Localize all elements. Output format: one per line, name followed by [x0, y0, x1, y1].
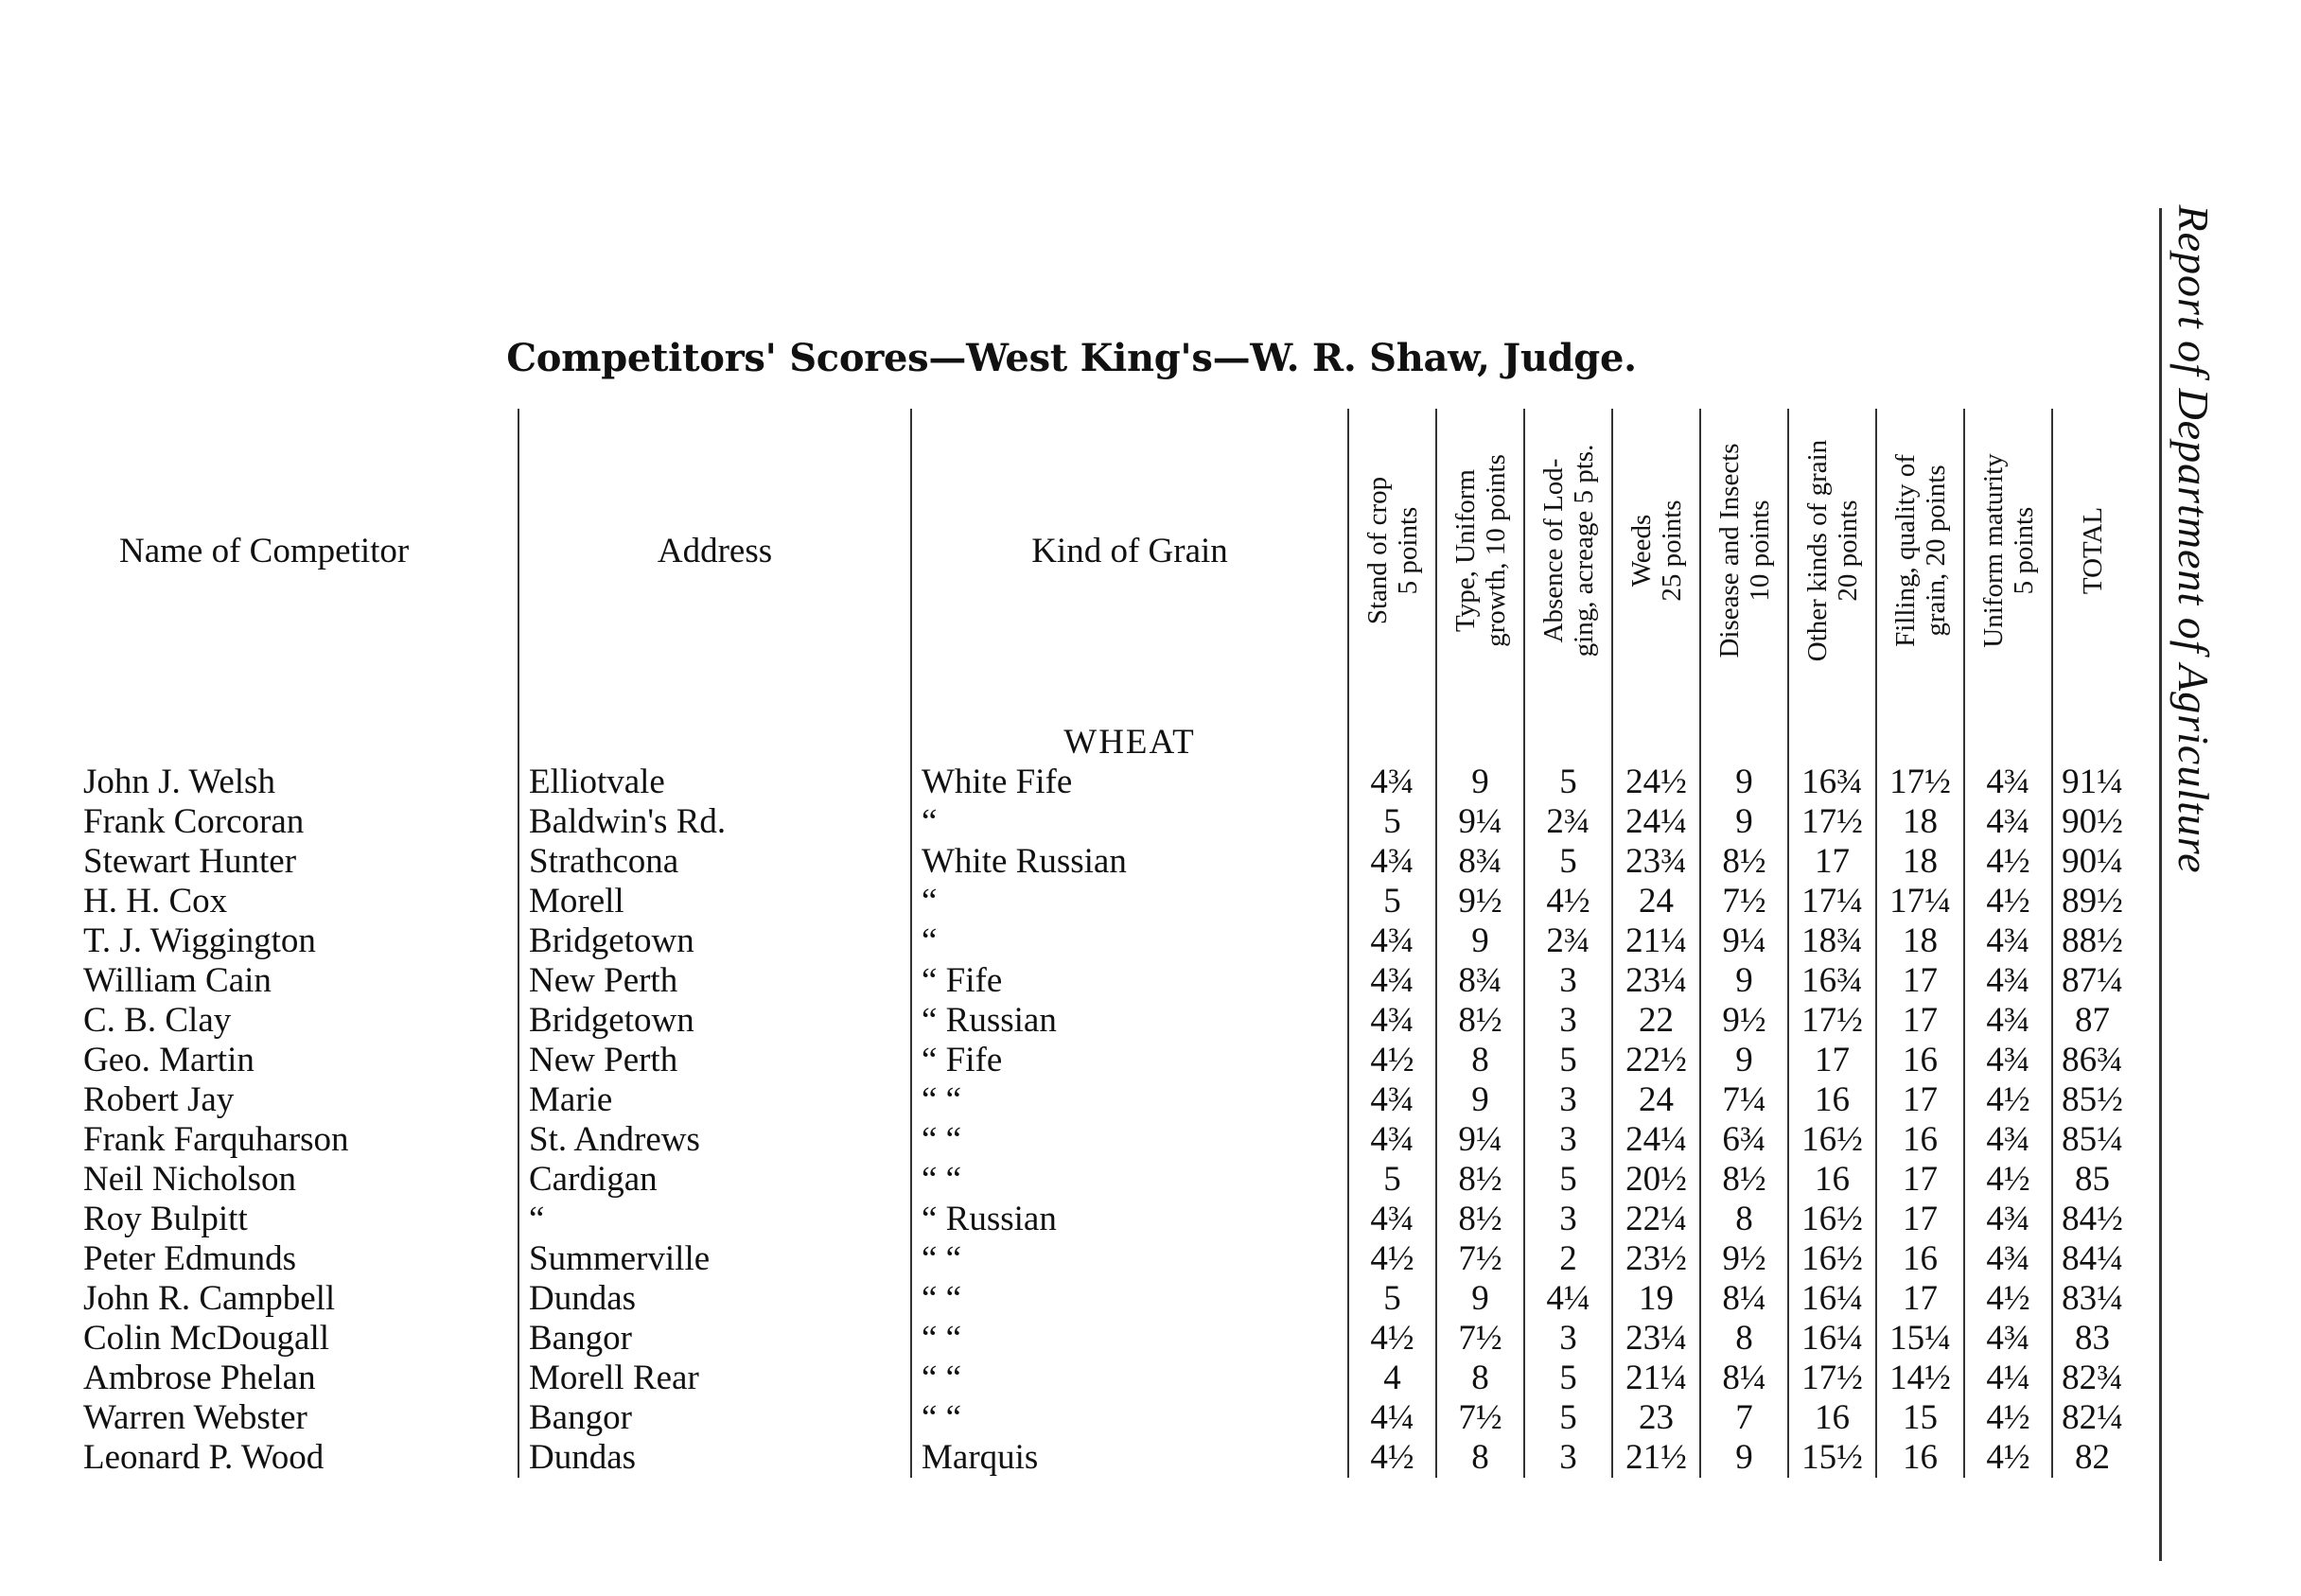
score-cell: 9	[1700, 961, 1788, 1001]
score-cell: 24	[1612, 882, 1700, 921]
score-cell: 4½	[1348, 1319, 1436, 1359]
score-total: 90¼	[2052, 842, 2132, 882]
competitor-address: Strathcona	[518, 842, 911, 882]
score-cell: 17½	[1788, 1001, 1876, 1041]
score-cell: 2	[1524, 1239, 1612, 1279]
grain-kind: “ Russian	[911, 1200, 1348, 1239]
competitor-name: C. B. Clay	[83, 1001, 232, 1040]
competitor-address: Marie	[518, 1080, 911, 1120]
score-cell: 7¼	[1700, 1080, 1788, 1120]
grain-kind: Marquis	[911, 1438, 1348, 1478]
score-cell: 9¼	[1436, 802, 1524, 842]
column-header-absence-of-lodging: Absence of Lod- ging, acreage 5 pts.	[1524, 409, 1612, 693]
score-cell: 24¼	[1612, 1120, 1700, 1160]
score-cell: 3	[1524, 1001, 1612, 1041]
competitor-name: John R. Campbell	[83, 1279, 336, 1318]
competitor-name: Ambrose Phelan	[83, 1359, 316, 1397]
score-cell: 4¾	[1964, 802, 2052, 842]
score-cell: 8¼	[1700, 1279, 1788, 1319]
grain-kind: “ Fife	[911, 1041, 1348, 1080]
score-cell: 15¼	[1876, 1319, 1964, 1359]
table-row	[83, 1319, 2132, 1359]
score-cell: 5	[1524, 1041, 1612, 1080]
table-row	[83, 1359, 2132, 1398]
score-cell: 4½	[1524, 882, 1612, 921]
score-cell: 17½	[1788, 1359, 1876, 1398]
competitor-name: Robert Jay	[83, 1080, 235, 1119]
table-row	[83, 921, 2132, 961]
score-cell: 16½	[1788, 1239, 1876, 1279]
score-cell: 16¾	[1788, 961, 1876, 1001]
score-cell: 9	[1436, 1080, 1524, 1120]
competitor-name: T. J. Wiggington	[83, 921, 316, 960]
score-cell: 18	[1876, 802, 1964, 842]
table-row	[83, 1279, 2132, 1319]
score-cell: 4¼	[1964, 1359, 2052, 1398]
column-header-uniform-maturity: Uniform maturity 5 points	[1964, 409, 2052, 693]
score-cell: 4½	[1348, 1041, 1436, 1080]
score-cell: 24¼	[1612, 802, 1700, 842]
score-total: 84½	[2052, 1200, 2132, 1239]
grain-kind: “ “	[911, 1160, 1348, 1200]
score-cell: 7½	[1700, 882, 1788, 921]
score-cell: 8	[1436, 1438, 1524, 1478]
score-cell: 16¼	[1788, 1319, 1876, 1359]
score-cell: 4¾	[1348, 1120, 1436, 1160]
score-cell: 8½	[1700, 1160, 1788, 1200]
competitor-address: Dundas	[518, 1438, 911, 1478]
score-cell: 17¼	[1788, 882, 1876, 921]
score-cell: 4¾	[1964, 961, 2052, 1001]
competitor-address: St. Andrews	[518, 1120, 911, 1160]
grain-kind: “	[911, 921, 1348, 961]
score-cell: 17	[1876, 1001, 1964, 1041]
score-cell: 17	[1788, 842, 1876, 882]
score-total: 88½	[2052, 921, 2132, 961]
table-row	[83, 1398, 2132, 1438]
score-cell: 8	[1700, 1319, 1788, 1359]
score-total: 82¼	[2052, 1398, 2132, 1438]
table-row	[83, 1239, 2132, 1279]
score-cell: 9	[1700, 1041, 1788, 1080]
score-total: 87	[2052, 1001, 2132, 1041]
score-cell: 17	[1876, 1200, 1964, 1239]
score-cell: 4¼	[1524, 1279, 1612, 1319]
competitor-address: New Perth	[518, 961, 911, 1001]
score-cell: 4½	[1348, 1438, 1436, 1478]
table-row	[83, 1438, 2132, 1478]
score-cell: 16	[1876, 1120, 1964, 1160]
grain-kind: “	[911, 882, 1348, 921]
score-cell: 5	[1348, 1279, 1436, 1319]
score-cell: 8¾	[1436, 961, 1524, 1001]
competitor-name: Roy Bulpitt	[83, 1200, 248, 1238]
score-cell: 9	[1700, 1438, 1788, 1478]
score-cell: 16½	[1788, 1120, 1876, 1160]
score-cell: 21¼	[1612, 921, 1700, 961]
competitor-address: New Perth	[518, 1041, 911, 1080]
section-row	[83, 710, 2132, 763]
score-cell: 2¾	[1524, 921, 1612, 961]
score-cell: 16	[1788, 1160, 1876, 1200]
score-cell: 4¾	[1348, 961, 1436, 1001]
score-cell: 3	[1524, 1080, 1612, 1120]
competitor-address: Summerville	[518, 1239, 911, 1279]
grain-kind: “ “	[911, 1319, 1348, 1359]
score-cell: 19	[1612, 1279, 1700, 1319]
table-row	[83, 961, 2132, 1001]
grain-kind: White Russian	[911, 842, 1348, 882]
margin-rule	[2159, 208, 2162, 1561]
score-cell: 17	[1788, 1041, 1876, 1080]
score-cell: 18	[1876, 921, 1964, 961]
score-cell: 9¼	[1700, 921, 1788, 961]
score-total: 82¾	[2052, 1359, 2132, 1398]
score-total: 83¼	[2052, 1279, 2132, 1319]
score-cell: 4¾	[1348, 921, 1436, 961]
section-label-wheat: WHEAT	[911, 710, 1348, 763]
competitor-address: Baldwin's Rd.	[518, 802, 911, 842]
column-header-total: TOTAL	[2052, 409, 2132, 693]
competitor-address: Cardigan	[518, 1160, 911, 1200]
table-row	[83, 842, 2132, 882]
score-cell: 5	[1524, 842, 1612, 882]
column-header-weeds: Weeds 25 points	[1612, 409, 1700, 693]
score-cell: 4½	[1964, 1279, 2052, 1319]
score-cell: 9	[1436, 1279, 1524, 1319]
competitor-address: Morell	[518, 882, 911, 921]
score-cell: 4½	[1964, 1438, 2052, 1478]
score-cell: 8	[1436, 1359, 1524, 1398]
score-cell: 23¾	[1612, 842, 1700, 882]
score-cell: 5	[1348, 1160, 1436, 1200]
score-cell: 15	[1876, 1398, 1964, 1438]
grain-kind: “ “	[911, 1239, 1348, 1279]
competitor-name: Peter Edmunds	[83, 1239, 297, 1278]
score-cell: 3	[1524, 1319, 1612, 1359]
score-cell: 8¼	[1700, 1359, 1788, 1398]
score-cell: 4¾	[1964, 763, 2052, 802]
score-cell: 8½	[1436, 1200, 1524, 1239]
column-header-stand-of-crop: Stand of crop 5 points	[1348, 409, 1436, 693]
grain-kind: “ “	[911, 1279, 1348, 1319]
competitor-address: Bridgetown	[518, 921, 911, 961]
score-cell: 9½	[1700, 1001, 1788, 1041]
table-row	[83, 1041, 2132, 1080]
competitor-name: H. H. Cox	[83, 882, 228, 921]
score-cell: 16	[1876, 1239, 1964, 1279]
score-cell: 4½	[1964, 1160, 2052, 1200]
score-cell: 2¾	[1524, 802, 1612, 842]
score-cell: 17	[1876, 1279, 1964, 1319]
score-cell: 4¾	[1964, 1041, 2052, 1080]
competitor-address: Dundas	[518, 1279, 911, 1319]
score-cell: 3	[1524, 1200, 1612, 1239]
score-cell: 5	[1348, 802, 1436, 842]
competitor-name: Leonard P. Wood	[83, 1438, 325, 1477]
score-cell: 16	[1788, 1080, 1876, 1120]
score-cell: 9	[1436, 921, 1524, 961]
score-cell: 4¾	[1964, 921, 2052, 961]
score-cell: 21¼	[1612, 1359, 1700, 1398]
table-row	[83, 763, 2132, 802]
competitor-address: “	[518, 1200, 911, 1239]
score-cell: 16	[1788, 1398, 1876, 1438]
competitor-address: Bridgetown	[518, 1001, 911, 1041]
score-cell: 16¼	[1788, 1279, 1876, 1319]
table-row	[83, 882, 2132, 921]
competitor-name: Colin McDougall	[83, 1319, 330, 1358]
score-total: 87¼	[2052, 961, 2132, 1001]
grain-kind: “ Russian	[911, 1001, 1348, 1041]
score-cell: 23½	[1612, 1239, 1700, 1279]
score-cell: 17	[1876, 961, 1964, 1001]
column-header-type-uniform-growth: Type, Uniform growth, 10 points	[1436, 409, 1524, 693]
score-cell: 17	[1876, 1080, 1964, 1120]
score-cell: 8½	[1436, 1160, 1524, 1200]
score-cell: 8	[1700, 1200, 1788, 1239]
score-total: 91¼	[2052, 763, 2132, 802]
grain-kind: “ “	[911, 1398, 1348, 1438]
score-total: 83	[2052, 1319, 2132, 1359]
grain-kind: “ “	[911, 1359, 1348, 1398]
competitor-address: Morell Rear	[518, 1359, 911, 1398]
score-cell: 24	[1612, 1080, 1700, 1120]
table-row	[83, 802, 2132, 842]
score-cell: 21½	[1612, 1438, 1700, 1478]
score-cell: 4¾	[1348, 1200, 1436, 1239]
table-row	[83, 1200, 2132, 1239]
score-total: 90½	[2052, 802, 2132, 842]
score-cell: 9½	[1436, 882, 1524, 921]
score-cell: 4¾	[1964, 1239, 2052, 1279]
score-cell: 9½	[1700, 1239, 1788, 1279]
table-row	[83, 1160, 2132, 1200]
score-cell: 24½	[1612, 763, 1700, 802]
score-cell: 14½	[1876, 1359, 1964, 1398]
table-row	[83, 1120, 2132, 1160]
score-cell: 20½	[1612, 1160, 1700, 1200]
score-cell: 18	[1876, 842, 1964, 882]
score-cell: 4¾	[1348, 1001, 1436, 1041]
competitor-name: John J. Welsh	[83, 763, 275, 801]
grain-kind: “ “	[911, 1080, 1348, 1120]
score-cell: 4¾	[1964, 1120, 2052, 1160]
score-cell: 22½	[1612, 1041, 1700, 1080]
grain-kind: “	[911, 802, 1348, 842]
score-cell: 3	[1524, 961, 1612, 1001]
column-header-name: Name of Competitor	[119, 531, 410, 570]
score-cell: 5	[1524, 1359, 1612, 1398]
score-cell: 22¼	[1612, 1200, 1700, 1239]
score-cell: 9¼	[1436, 1120, 1524, 1160]
column-header-address: Address	[518, 409, 911, 693]
score-cell: 16	[1876, 1041, 1964, 1080]
score-cell: 4½	[1964, 1080, 2052, 1120]
competitor-name: Frank Corcoran	[83, 802, 305, 841]
score-cell: 4¾	[1348, 1080, 1436, 1120]
score-cell: 5	[1524, 1160, 1612, 1200]
score-cell: 9	[1700, 763, 1788, 802]
competitor-name: Warren Webster	[83, 1398, 307, 1437]
table-header	[83, 409, 2132, 693]
score-total: 85¼	[2052, 1120, 2132, 1160]
score-cell: 23¼	[1612, 1319, 1700, 1359]
score-cell: 5	[1348, 882, 1436, 921]
score-cell: 4½	[1964, 842, 2052, 882]
score-total: 89½	[2052, 882, 2132, 921]
score-cell: 4½	[1964, 882, 2052, 921]
score-cell: 7½	[1436, 1319, 1524, 1359]
score-cell: 5	[1524, 763, 1612, 802]
score-total: 82	[2052, 1438, 2132, 1478]
competitor-address: Bangor	[518, 1319, 911, 1359]
competitor-name: Geo. Martin	[83, 1041, 255, 1079]
competitor-name: Frank Farquharson	[83, 1120, 349, 1159]
score-cell: 17½	[1788, 802, 1876, 842]
score-cell: 4¾	[1348, 763, 1436, 802]
score-cell: 16½	[1788, 1200, 1876, 1239]
score-cell: 17	[1876, 1160, 1964, 1200]
score-cell: 17¼	[1876, 882, 1964, 921]
score-cell: 16	[1876, 1438, 1964, 1478]
score-cell: 4¼	[1348, 1398, 1436, 1438]
score-cell: 15½	[1788, 1438, 1876, 1478]
competitors-scores-table	[83, 409, 2132, 1478]
competitor-name: Neil Nicholson	[83, 1160, 297, 1199]
column-header-grain: Kind of Grain	[911, 409, 1348, 693]
score-total: 86¾	[2052, 1041, 2132, 1080]
score-cell: 22	[1612, 1001, 1700, 1041]
score-cell: 8½	[1436, 1001, 1524, 1041]
score-total: 85½	[2052, 1080, 2132, 1120]
score-cell: 9	[1700, 802, 1788, 842]
score-cell: 7½	[1436, 1398, 1524, 1438]
grain-kind: “ Fife	[911, 961, 1348, 1001]
table-row	[83, 1001, 2132, 1041]
score-cell: 9	[1436, 763, 1524, 802]
score-cell: 4	[1348, 1359, 1436, 1398]
page-title: Competitors' Scores—West King's—W. R. Shaw, Judge.	[506, 336, 1637, 380]
column-header-other-kinds-of-grain: Other kinds of grain 20 points	[1788, 409, 1876, 693]
score-cell: 5	[1524, 1398, 1612, 1438]
score-cell: 18¾	[1788, 921, 1876, 961]
score-cell: 17½	[1876, 763, 1964, 802]
score-cell: 4½	[1348, 1239, 1436, 1279]
column-header-filling-quality: Filling, quality of grain, 20 points	[1876, 409, 1964, 693]
table-row	[83, 1080, 2132, 1120]
competitor-address: Elliotvale	[518, 763, 911, 802]
score-total: 85	[2052, 1160, 2132, 1200]
score-cell: 7	[1700, 1398, 1788, 1438]
grain-kind: “ “	[911, 1120, 1348, 1160]
score-cell: 23¼	[1612, 961, 1700, 1001]
score-cell: 8	[1436, 1041, 1524, 1080]
grain-kind: White Fife	[911, 763, 1348, 802]
score-cell: 4½	[1964, 1398, 2052, 1438]
score-cell: 8½	[1700, 842, 1788, 882]
score-cell: 4¾	[1964, 1200, 2052, 1239]
running-head: Report of Department of Agriculture	[2169, 204, 2218, 874]
score-cell: 4¾	[1964, 1001, 2052, 1041]
score-cell: 3	[1524, 1120, 1612, 1160]
column-header-disease-and-insects: Disease and Insects 10 points	[1700, 409, 1788, 693]
competitor-name: William Cain	[83, 961, 272, 1000]
score-cell: 7½	[1436, 1239, 1524, 1279]
score-cell: 23	[1612, 1398, 1700, 1438]
score-cell: 3	[1524, 1438, 1612, 1478]
score-cell: 4¾	[1348, 842, 1436, 882]
score-cell: 6¾	[1700, 1120, 1788, 1160]
score-cell: 4¾	[1964, 1319, 2052, 1359]
competitor-name: Stewart Hunter	[83, 842, 297, 881]
score-cell: 8¾	[1436, 842, 1524, 882]
competitor-address: Bangor	[518, 1398, 911, 1438]
score-cell: 16¾	[1788, 763, 1876, 802]
score-total: 84¼	[2052, 1239, 2132, 1279]
